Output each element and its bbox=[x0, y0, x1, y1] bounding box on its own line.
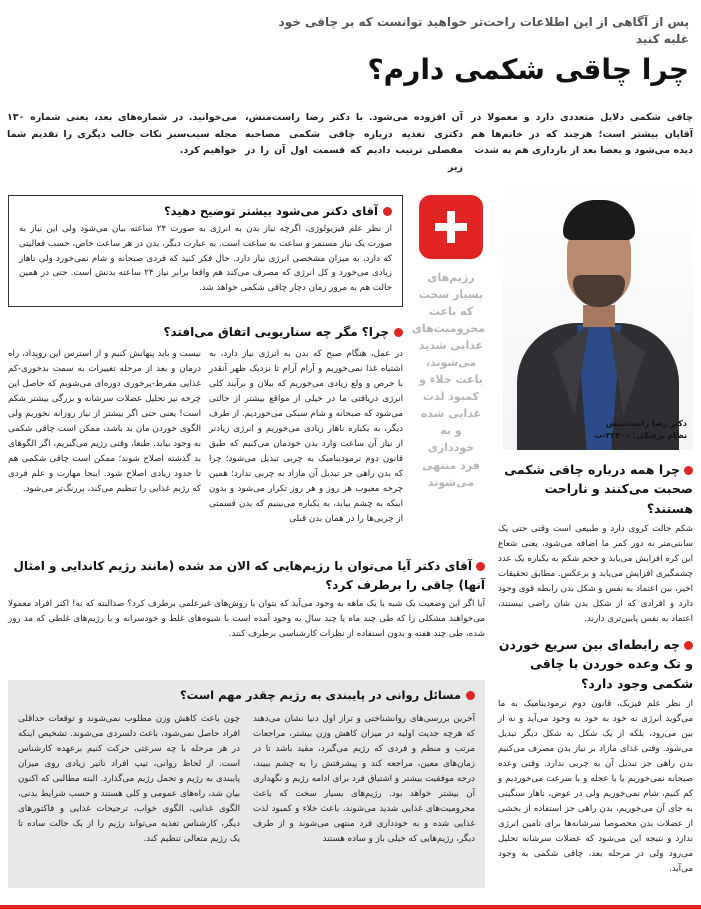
q1-heading bbox=[19, 204, 392, 218]
intro-column-3: می‌خوانید. در شماره‌های بعد، یعنی شماره ۱۳۰ مجله سیب‌سبز نکات جالب دیگری را تقدیم شما خواهیم کرد. bbox=[7, 112, 237, 157]
q4-box bbox=[8, 680, 485, 888]
red-bullet-icon bbox=[383, 207, 392, 216]
q5-heading bbox=[498, 460, 693, 518]
q2-column-right: در عمل، هنگام صبح که بدن به انرژی نیاز دارد، به اشتباه غذا نمی‌خوریم و آرام آرام تا نزدیک ظهر آنقدر با حرص و ولع زیادی می‌خوریم که بیلان و برآیند کلی انرژی دریافتی ما در خیلی از مواقع بیشتر از حالتی می‌شود که صبحانه و شام سبکی می‌خوردیم. از طرف دیگر، به یکباره ناهار زیادی می‌خوریم و انرژی زیادتر از نیاز آن ساعت وارد بدن خودمان می‌کنیم که طبق قانون دوم ترمودینامیک به چربی تبدیل می‌شود؛ چرا که بدن راهی جز تبدیل آن مازاد به چربی ندارد؛ همین چرخه معیوب هر روز و هر روز تکرار می‌شود و بدون اینکه به چشم بیاید، به یکباره می‌بینیم که بدن قسمتی از چربی‌ها را در همان بدن قبلی bbox=[209, 349, 403, 524]
main-content bbox=[8, 185, 493, 905]
q6-heading bbox=[498, 635, 693, 693]
q6-body: از نظر علم فیزیک، قانون دوم ترمودینامیک به ما می‌گوید انرژی نه خود به خود به وجود می‌آید و نه از بین می‌رود، بلکه از یک شکل به شکل دیگر تبدیل می‌شود. وقتی غذای مازاد بر نیاز بدن مصرف می‌کنیم بدن راهی جز تبدیل آن به چربی ندارد. وقتی وعده صبحانه نمی‌خوریم یا با عجله و با سرعت می‌خوردیم و کم کنیم، شام نمی‌خوریم ولی در عوض، ناهار سنگینی به جای آن می‌خوریم، بدن راهی جز استفاده از بخشی از عضلات بدن مخصوصا سرشانه‌ها برای تامین انرژی ندارد و نتیجه این می‌شود که عضلات سرشانه تحلیل می‌رود ولی در مرحله بعد، چاقی شکمی به وجود می‌آید. bbox=[498, 699, 693, 874]
intro-column-1: چاقی شکمی دلایل متعددی دارد و معمولا در آقایان بیشتر است؛ هرچند که در خانم‌ها هم دیده می‌شود و بعضا بعد از بارداری هم به شدت bbox=[471, 112, 693, 157]
article-title: چرا چاقی شکمی دارم؟ bbox=[367, 53, 689, 86]
q2-heading-text: چرا؟ مگر چه سناریویی اتفاق می‌افتد؟ bbox=[163, 325, 389, 339]
pull-quote-text: رژیم‌های بسیار سخت که باعث محرومیت‌های غذایی شدید می‌شوند، باعث خلاء و کمبود لذت غذایی شده و به خودداری فرد منتهی می‌شوند bbox=[411, 271, 485, 489]
photo-hair bbox=[563, 200, 635, 240]
bottom-accent-bar bbox=[0, 905, 701, 909]
intro-column-2: آن افزوده می‌شود. با دکتر رضا راست‌منش، دکتری تغذیه درباره چاقی شکمی مصاحبه مفصلی ترتیب دادیم که قسمت اول آن را در زیر bbox=[245, 112, 463, 173]
photo-beard bbox=[573, 275, 625, 307]
q4-heading bbox=[18, 688, 475, 702]
q1-heading-text: آقای دکتر می‌شود بیشتر توضیح دهید؟ bbox=[163, 204, 378, 218]
q2-heading bbox=[8, 325, 403, 339]
q1-body: از نظر علم فیزیولوژی، اگرچه نیاز بدن به انرژی به صورت ۲۴ ساعته بیان می‌شود ولی این نیاز به صورت یک نیاز مستمر و ساعت به ساعت است. به عبارت دیگر، بدن در هر ساعت خاص، حسب فعالیتی که دارد، به میزان مشخصی انرژی نیاز دارد. حال فکر کنید که فردی صبحانه و شام نمی‌خورد ولی ناهار زیادی می‌خورد و کل انرژی که مصرف می‌کند هم واقعا برابر نیاز ۲۴ ساعته بدنش است. حتی در همین حالت هم به مرور زمان دچار چاقی شکمی خواهد شد. bbox=[19, 224, 392, 294]
q6-heading-text: چه رابطه‌ای بین سریع خوردن و تک وعده خوردن با چاقی شکمی وجود دارد؟ bbox=[498, 636, 693, 691]
red-bullet-icon bbox=[684, 466, 693, 475]
q4-heading-text: مسائل روانی در پایبندی به رژیم چقدر مهم است؟ bbox=[180, 688, 461, 702]
q5-body: شکم حالت کروی دارد و طبیعی است وقتی حتی یک سانتی‌متر به دور کمر ما اضافه می‌شود، یعنی شعاع این کره افزایش می‌یابد و حجم شکم به یکباره یک عدد چشمگیری افزایش می‌یابد و برعکس. مطابق تحقیقات اخیر، بین اعتماد به نفس و شکل بدن رابطه قوی وجود دارد و افرادی که از شکل بدن شان راضی نیستند، اعتماد به نفس پایین‌تری دارند. bbox=[498, 524, 693, 624]
red-bullet-icon bbox=[394, 328, 403, 337]
q4-column-left: چون باعث کاهش وزن مطلوب نمی‌شوند و توقعات حداقلی افراد حاصل نمی‌شود، باعث دلسردی می‌شوند. تشخیص اینکه در هر مرحله با چه سرعتی حرکت کنیم برعهده کارشناس است. از لحاظ روانی، تیپ افراد تاثیر زیادی روی میزان پایبندی به رژیم و تحمل رژیم می‌گذارد. البته مطالبی که اکنون بیان شد، راه‌های عمومی و کلی هستند و حسب شرایط بدنی، الگوی غذایی، الگوی خواب، ترجیحات غذایی و فاکتورهای دیگر، کارشناس تغذیه می‌تواند رژیم را از یک حالت ساده تا یک رژیم متعالی تنظیم کند. bbox=[18, 714, 240, 844]
q3-body: آیا اگر این وضعیت یک شبه یا یک ماهه به وجود می‌آید که بتوان با روش‌های غیرعلمی برطرف کرد؟ صدالبته که نه! اکثر افراد معمولا می‌خواهند مشکلی را که طی چند ماه یا چند سال به وجود آمده است با شیوه‌های غلط و خودسرانه و با رژیم‌های غلطی که مد روز شده، طی چند هفته و بدون استفاده از نظرات کارشناسی برطرف کنند. bbox=[8, 599, 485, 639]
red-bullet-icon bbox=[466, 691, 475, 700]
q1-box bbox=[8, 195, 403, 307]
plus-icon bbox=[419, 195, 483, 259]
photo-caption-code: نظام پزشکی: ۳۲۳۰۰-ت bbox=[594, 431, 687, 440]
q3-heading-text: آقای دکتر آیا می‌توان با رژیم‌هایی که الان مد شده (مانند رژیم کاندایی و امثال آنها) چاقی را برطرف کرد؟ bbox=[13, 559, 485, 592]
right-column bbox=[498, 460, 693, 877]
q4-column-right: آخرین بررسی‌های روانشناختی و تراز اول دنیا نشان می‌دهند که هرچه جدیت اولیه در میزان کاهش وزن بیشتر، مراجعات مرتب و منظم و فردی که رژیم می‌گیرد، مقید باشد تا در زمان‌های معین، مراجعه کند و پیشرفتش را به چشم ببیند، درجه موفقیت بیشتر و اشتیاق فرد برای ادامه رژیم و نگهداری آن بیشتر خواهد بود. رژیم‌های بسیار سخت که باعث محرومیت‌های غذایی شدید می‌شوند، باعث خلاء و کمبود لذت غذایی شده و به خودداری فرد منتهی می‌شوند و از طرف دیگر، رژیم‌هایی که خیلی باز و ساده هستند bbox=[253, 714, 475, 844]
photo-caption bbox=[567, 418, 687, 442]
pull-quote-sidebar bbox=[411, 195, 485, 491]
red-bullet-icon bbox=[684, 641, 693, 650]
red-bullet-icon bbox=[476, 562, 485, 571]
article-kicker: پس از آگاهی از این اطلاعات راحت‌تر خواهید توانست که بر چاقی خود غلبه کنید bbox=[278, 15, 689, 46]
photo-neck bbox=[583, 305, 615, 327]
q3-heading bbox=[8, 557, 485, 594]
q5-heading-text: چرا همه درباره چاقی شکمی صحبت می‌کنند و ناراحت هستند؟ bbox=[504, 462, 693, 516]
photo-caption-name: دکتر رضا راست‌منش bbox=[605, 419, 687, 428]
q2-column-left: نیست و باید پنهانش کنیم و از استرس این رویداد، راه درمان و بعد از مرحله تغییرات به سمت بدخوری-کم غذایی مفرط-پرخوری دوره‌ای می‌شویم که حاصل این چرخه نیز تحلیل عضلات سرشانه و بزرگی بیشتر شکم است! یعنی حتی اگر بیشتر از نیاز روزانه نخوریم ولی الگوی خوردن مان بد باشد، ممکن است چاقی شکمی به وجود بیاید. طبعا، وقتی رژیم می‌گیریم، اگر الگوهای بد گذشته اصلاح شوند؛ ممکن است چاقی شکمی هم تا حدود زیادی اصلاح شود. اینجا مهارت و علم فردی که رژیم غذایی را تنظیم می‌کند، پررنگ‌تر می‌شود. bbox=[8, 349, 201, 494]
doctor-photo bbox=[503, 175, 693, 450]
